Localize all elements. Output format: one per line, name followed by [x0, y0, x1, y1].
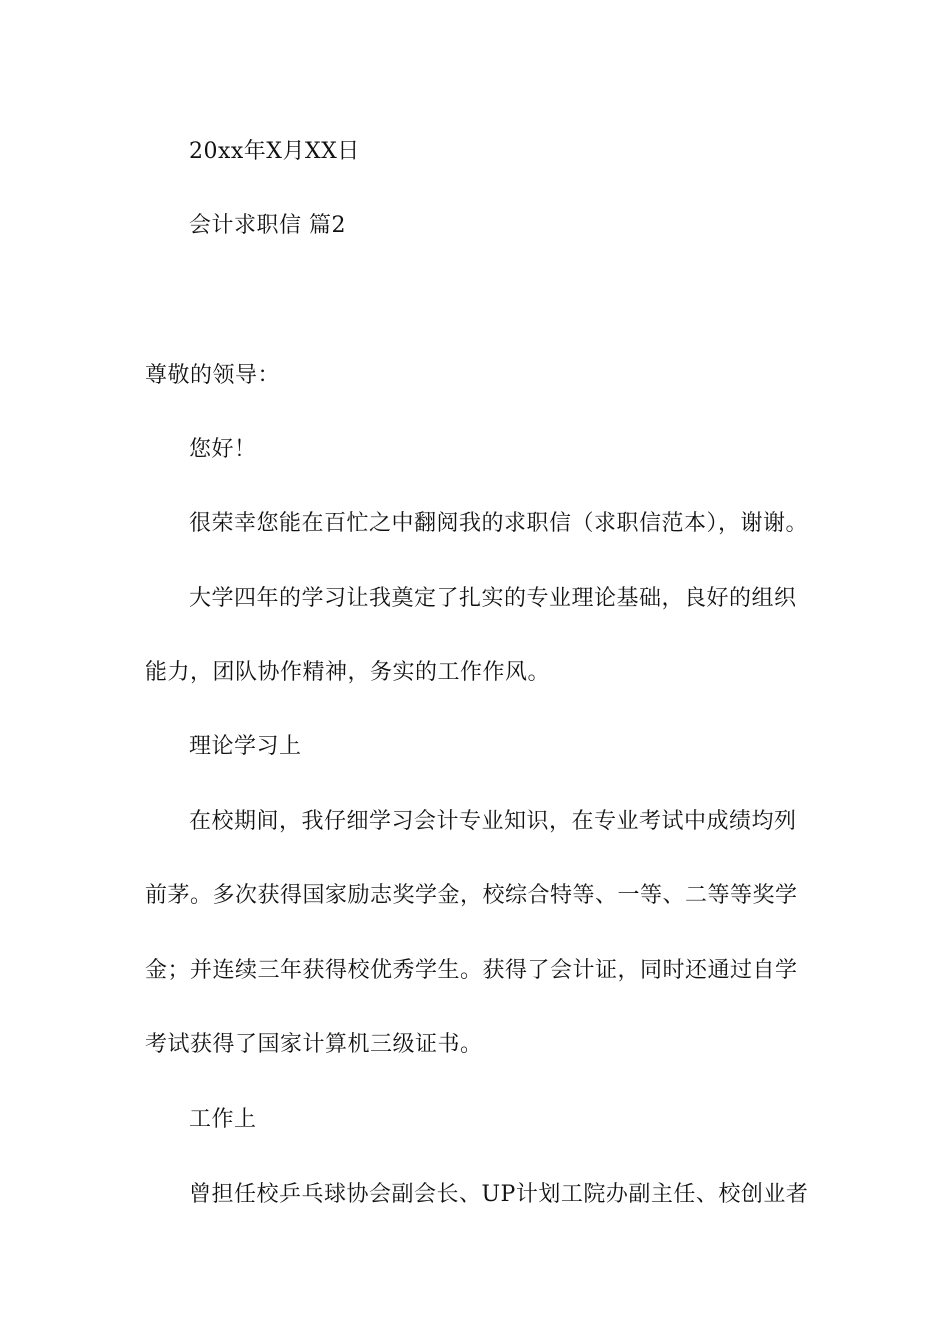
section-title: 会计求职信 篇2 [189, 213, 346, 238]
paragraph-1-line-2: 能力，团队协作精神，务实的工作作风。 [145, 660, 551, 685]
date-line: 20xx年X月XX日 [189, 139, 360, 164]
intro-paragraph: 很荣幸您能在百忙之中翻阅我的求职信（求职信范本），谢谢。 [189, 511, 809, 536]
greeting: 您好！ [189, 437, 257, 462]
paragraph-1-line-1: 大学四年的学习让我奠定了扎实的专业理论基础，良好的组织 [189, 586, 797, 611]
salutation: 尊敬的领导： [145, 363, 281, 388]
paragraph-2-line-4: 考试获得了国家计算机三级证书。 [145, 1032, 483, 1057]
paragraph-2-line-1: 在校期间，我仔细学习会计专业知识，在专业考试中成绩均列 [189, 809, 797, 834]
paragraph-2-line-2: 前茅。多次获得国家励志奖学金，校综合特等、一等、二等等奖学 [145, 883, 798, 908]
paragraph-3-line-1: 曾担任校乒乓球协会副会长、UP计划工院办副主任、校创业者 [189, 1182, 809, 1207]
paragraph-2-line-3: 金；并连续三年获得校优秀学生。获得了会计证，同时还通过自学 [145, 958, 798, 983]
heading-work: 工作上 [189, 1107, 257, 1132]
heading-theory: 理论学习上 [189, 734, 302, 759]
